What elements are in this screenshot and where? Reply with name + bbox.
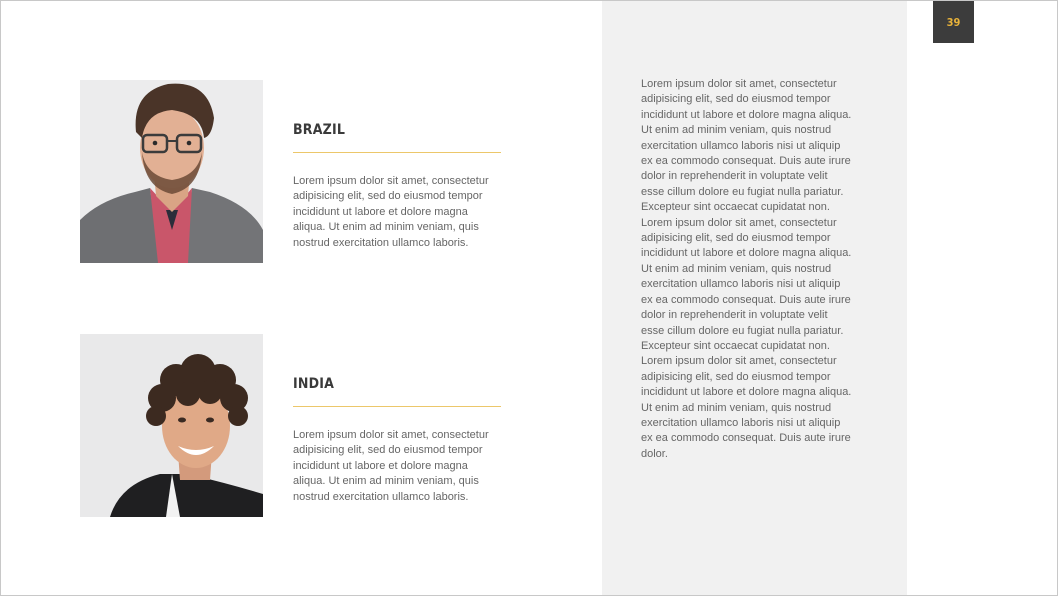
title-divider [293, 406, 501, 407]
country-title-brazil: BRAZIL [293, 122, 346, 138]
profile-photo-india [80, 334, 263, 517]
profile-description-brazil: Lorem ipsum dolor sit amet, consectetur adipisicing elit, sed do eiusmod tempor incididunt ut labore et dolore magna aliqua. Ut enim ad minim veniam, quis nostrud exercitation ullamco laboris. [293, 175, 489, 249]
title-divider [293, 152, 501, 153]
country-title-india: INDIA [293, 376, 335, 392]
page-number: 39 [946, 15, 961, 29]
page-number-badge [933, 1, 974, 43]
panel-body-text: Lorem ipsum dolor sit amet, consectetur adipisicing elit, sed do eiusmod tempor incididunt ut labore et dolore magna aliqua. Ut enim ad minim veniam, quis nostrud exercitation ullamco laboris nisi ut aliquip ex ea commodo consequat. Duis aute irure dolor in reprehenderit in voluptate velit esse cillum dolore eu fugiat nulla pariatur. Excepteur sint occaecat cupidatat non. Lorem ipsum dolor sit amet, consectetur adipisicing elit, sed do eiusmod tempor incididunt ut labore et dolore magna aliqua. Ut enim ad minim veniam, quis nostrud exercitation ullamco laboris nisi ut aliquip ex ea commodo consequat. Duis aute irure dolor in reprehenderit in voluptate velit esse cillum dolore eu fugiat nulla pariatur. Excepteur sint occaecat cupidatat non. Lorem ipsum dolor sit amet, consectetur adipisicing elit, sed do eiusmod tempor incididunt ut labore et dolore magna aliqua. Ut enim ad minim veniam, quis nostrud exercitation ullamco laboris nisi ut aliquip ex ea commodo consequat. Duis aute irure dolor. [641, 78, 852, 460]
profile-photo-brazil [80, 80, 263, 263]
profile-description-india: Lorem ipsum dolor sit amet, consectetur adipisicing elit, sed do eiusmod tempor incididunt ut labore et dolore magna aliqua. Ut enim ad minim veniam, quis nostrud exercitation ullamco laboris. [293, 429, 489, 503]
